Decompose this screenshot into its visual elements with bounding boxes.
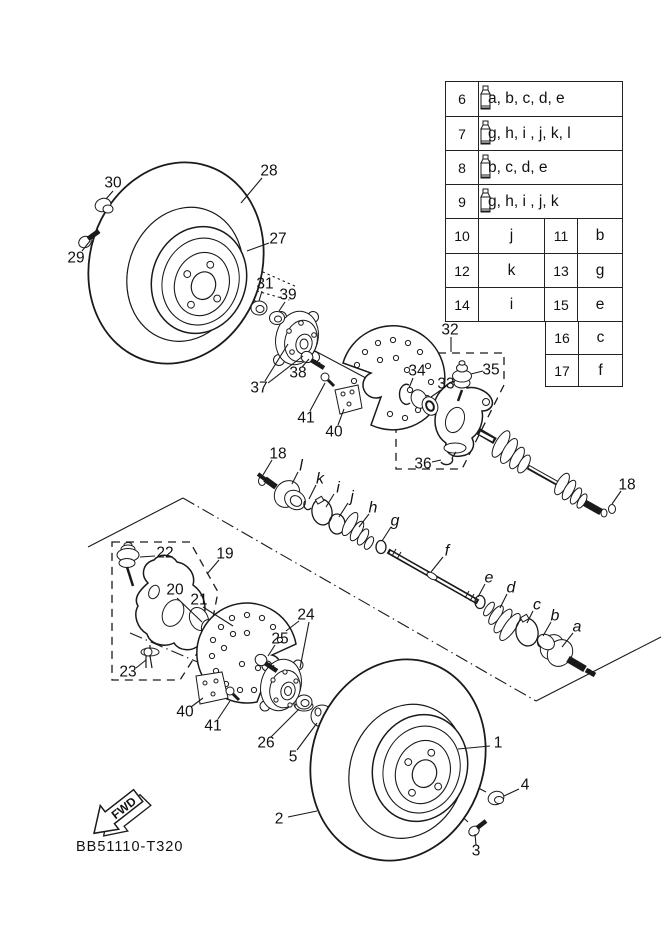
legend-letters: f bbox=[598, 361, 603, 379]
axle-component-chain bbox=[258, 474, 595, 676]
part-callout-19: 19 bbox=[216, 545, 234, 563]
drawing-code: BB51110-T320 bbox=[76, 839, 184, 855]
part-callout-41: 41 bbox=[204, 717, 222, 735]
part-callout-4: 4 bbox=[520, 776, 530, 794]
legend-letters: i bbox=[479, 288, 545, 321]
legend-item-number: 7 bbox=[446, 117, 479, 150]
part-callout-21: 21 bbox=[190, 591, 208, 609]
grease-tube-icon bbox=[479, 85, 492, 113]
part-callout-j: j bbox=[350, 488, 354, 506]
boot-band-i bbox=[310, 496, 334, 526]
legend-item-number: 13 bbox=[545, 254, 578, 287]
legend-letters: a, b, c, d, e bbox=[488, 90, 565, 107]
hub-nut-39 bbox=[270, 312, 285, 325]
callout-leader bbox=[431, 557, 443, 572]
legend-pair-section bbox=[445, 219, 623, 322]
part-callout-24: 24 bbox=[297, 606, 315, 624]
part-callout-e: e bbox=[484, 569, 494, 587]
callout-leader bbox=[300, 622, 309, 668]
inner-cv-joint-l bbox=[258, 474, 309, 514]
legend-letters: g, h, i , j, k, l bbox=[488, 124, 571, 142]
legend-row-14-15 bbox=[446, 287, 622, 321]
legend-letters: c bbox=[596, 329, 605, 346]
part-callout-25: 25 bbox=[271, 630, 289, 648]
callout-leader bbox=[259, 291, 262, 301]
inner-boot bbox=[489, 428, 533, 475]
fwd-badge-text: FWD bbox=[108, 794, 139, 823]
drive-shaft-assembly bbox=[478, 428, 616, 517]
part-callout-37: 37 bbox=[250, 379, 268, 397]
disc-guard-upper bbox=[321, 326, 445, 430]
part-callout-3: 3 bbox=[471, 842, 481, 860]
legend-letters: g bbox=[595, 261, 605, 279]
legend-row-16 bbox=[546, 322, 622, 354]
band-g bbox=[376, 541, 386, 554]
part-callout-30: 30 bbox=[104, 174, 122, 192]
legend-grease-section bbox=[445, 81, 623, 219]
part-callout-33: 33 bbox=[437, 375, 455, 393]
part-callout-29: 29 bbox=[67, 249, 85, 267]
callout-leader bbox=[241, 178, 262, 203]
part-callout-i: i bbox=[336, 479, 340, 497]
legend-item-number: 10 bbox=[446, 219, 479, 253]
outer-boot bbox=[552, 471, 589, 510]
part-callout-26: 26 bbox=[257, 734, 275, 752]
legend-row-9 bbox=[446, 184, 622, 218]
grease-legend-table bbox=[445, 81, 623, 387]
part-callout-1: 1 bbox=[493, 734, 503, 752]
part-callout-31: 31 bbox=[256, 275, 274, 293]
guard-bolt-41 bbox=[321, 373, 329, 381]
legend-row-7 bbox=[446, 116, 622, 150]
legend-row-8 bbox=[446, 150, 622, 184]
outer-cv-joint-a bbox=[535, 630, 595, 676]
part-callout-5: 5 bbox=[288, 748, 298, 766]
part-callout-k: k bbox=[316, 470, 324, 488]
legend-single-section bbox=[545, 322, 623, 387]
wheel-nut-4 bbox=[486, 789, 505, 807]
axle-shaft-f bbox=[388, 549, 478, 602]
part-callout-40: 40 bbox=[176, 703, 194, 721]
valve-stem-3 bbox=[467, 820, 486, 838]
legend-item-number: 12 bbox=[446, 254, 479, 287]
callout-leader bbox=[309, 485, 316, 499]
legend-item-number: 14 bbox=[446, 288, 479, 321]
legend-item-number: 15 bbox=[545, 288, 578, 321]
part-callout-20: 20 bbox=[166, 581, 184, 599]
legend-letters: b bbox=[595, 227, 605, 244]
guard-bracket-40 bbox=[335, 385, 362, 414]
legend-letters: j bbox=[479, 219, 545, 253]
part-callout-f: f bbox=[444, 542, 450, 560]
legend-letters: k bbox=[479, 254, 545, 287]
part-callout-c: c bbox=[533, 596, 541, 614]
part-callout-40: 40 bbox=[325, 423, 343, 441]
legend-item-number: 8 bbox=[446, 151, 479, 184]
part-callout-23: 23 bbox=[119, 663, 137, 681]
legend-item-number: 9 bbox=[446, 185, 479, 218]
part-callout-27: 27 bbox=[269, 230, 287, 248]
part-callout-34: 34 bbox=[408, 362, 426, 380]
callout-leader bbox=[288, 811, 317, 817]
ball-joint-22 bbox=[117, 543, 139, 587]
part-callout-35: 35 bbox=[482, 361, 500, 379]
legend-letters: e bbox=[595, 295, 605, 313]
legend-row-6 bbox=[446, 82, 622, 116]
cone-washer-31 bbox=[251, 301, 267, 315]
guard-bolt-41-lower bbox=[226, 687, 234, 695]
legend-item-number: 17 bbox=[546, 355, 579, 386]
legend-letters: b, c, d, e bbox=[488, 158, 548, 176]
part-callout-18: 18 bbox=[269, 445, 287, 463]
callout-leader bbox=[504, 789, 519, 796]
legend-letters: g, h, i , j, k bbox=[488, 192, 559, 210]
callout-leader bbox=[218, 701, 230, 719]
part-callout-39: 39 bbox=[279, 286, 297, 304]
part-callout-32: 32 bbox=[441, 321, 459, 339]
part-callout-a: a bbox=[572, 618, 582, 636]
callout-leader bbox=[106, 191, 113, 199]
legend-item-number: 11 bbox=[545, 219, 578, 253]
legend-row-17 bbox=[546, 354, 622, 386]
part-callout-36: 36 bbox=[414, 455, 432, 473]
legend-row-10-11 bbox=[446, 219, 622, 253]
callout-leader bbox=[310, 383, 325, 411]
front-wheel-left bbox=[63, 139, 290, 386]
grease-tube-icon bbox=[479, 154, 492, 182]
callout-leader bbox=[140, 556, 155, 557]
part-callout-l: l bbox=[299, 457, 303, 475]
part-callout-28: 28 bbox=[260, 162, 278, 180]
legend-item-number: 6 bbox=[446, 82, 479, 116]
part-callout-38: 38 bbox=[289, 364, 307, 382]
legend-row-12-13 bbox=[446, 253, 622, 287]
steering-knuckle-right bbox=[434, 382, 492, 457]
part-callout-h: h bbox=[368, 499, 378, 517]
part-callout-41: 41 bbox=[297, 409, 315, 427]
grease-tube-icon bbox=[479, 120, 492, 148]
part-callout-22: 22 bbox=[156, 544, 174, 562]
part-callout-g: g bbox=[390, 512, 400, 530]
callout-leader bbox=[432, 460, 441, 462]
callout-leader bbox=[339, 503, 348, 517]
wheel-nut-30 bbox=[93, 196, 113, 214]
clip-18-right bbox=[609, 505, 616, 514]
part-callout-18: 18 bbox=[618, 476, 636, 494]
part-callout-d: d bbox=[506, 579, 516, 597]
cotter-pin-23 bbox=[144, 648, 152, 668]
callout-leader bbox=[136, 660, 146, 668]
part-callout-b: b bbox=[550, 607, 560, 625]
hub-nut-26 bbox=[295, 695, 313, 711]
legend-item-number: 16 bbox=[546, 322, 579, 354]
part-callout-2: 2 bbox=[274, 810, 284, 828]
grease-tube-icon bbox=[479, 188, 492, 216]
callout-leader bbox=[271, 709, 299, 737]
